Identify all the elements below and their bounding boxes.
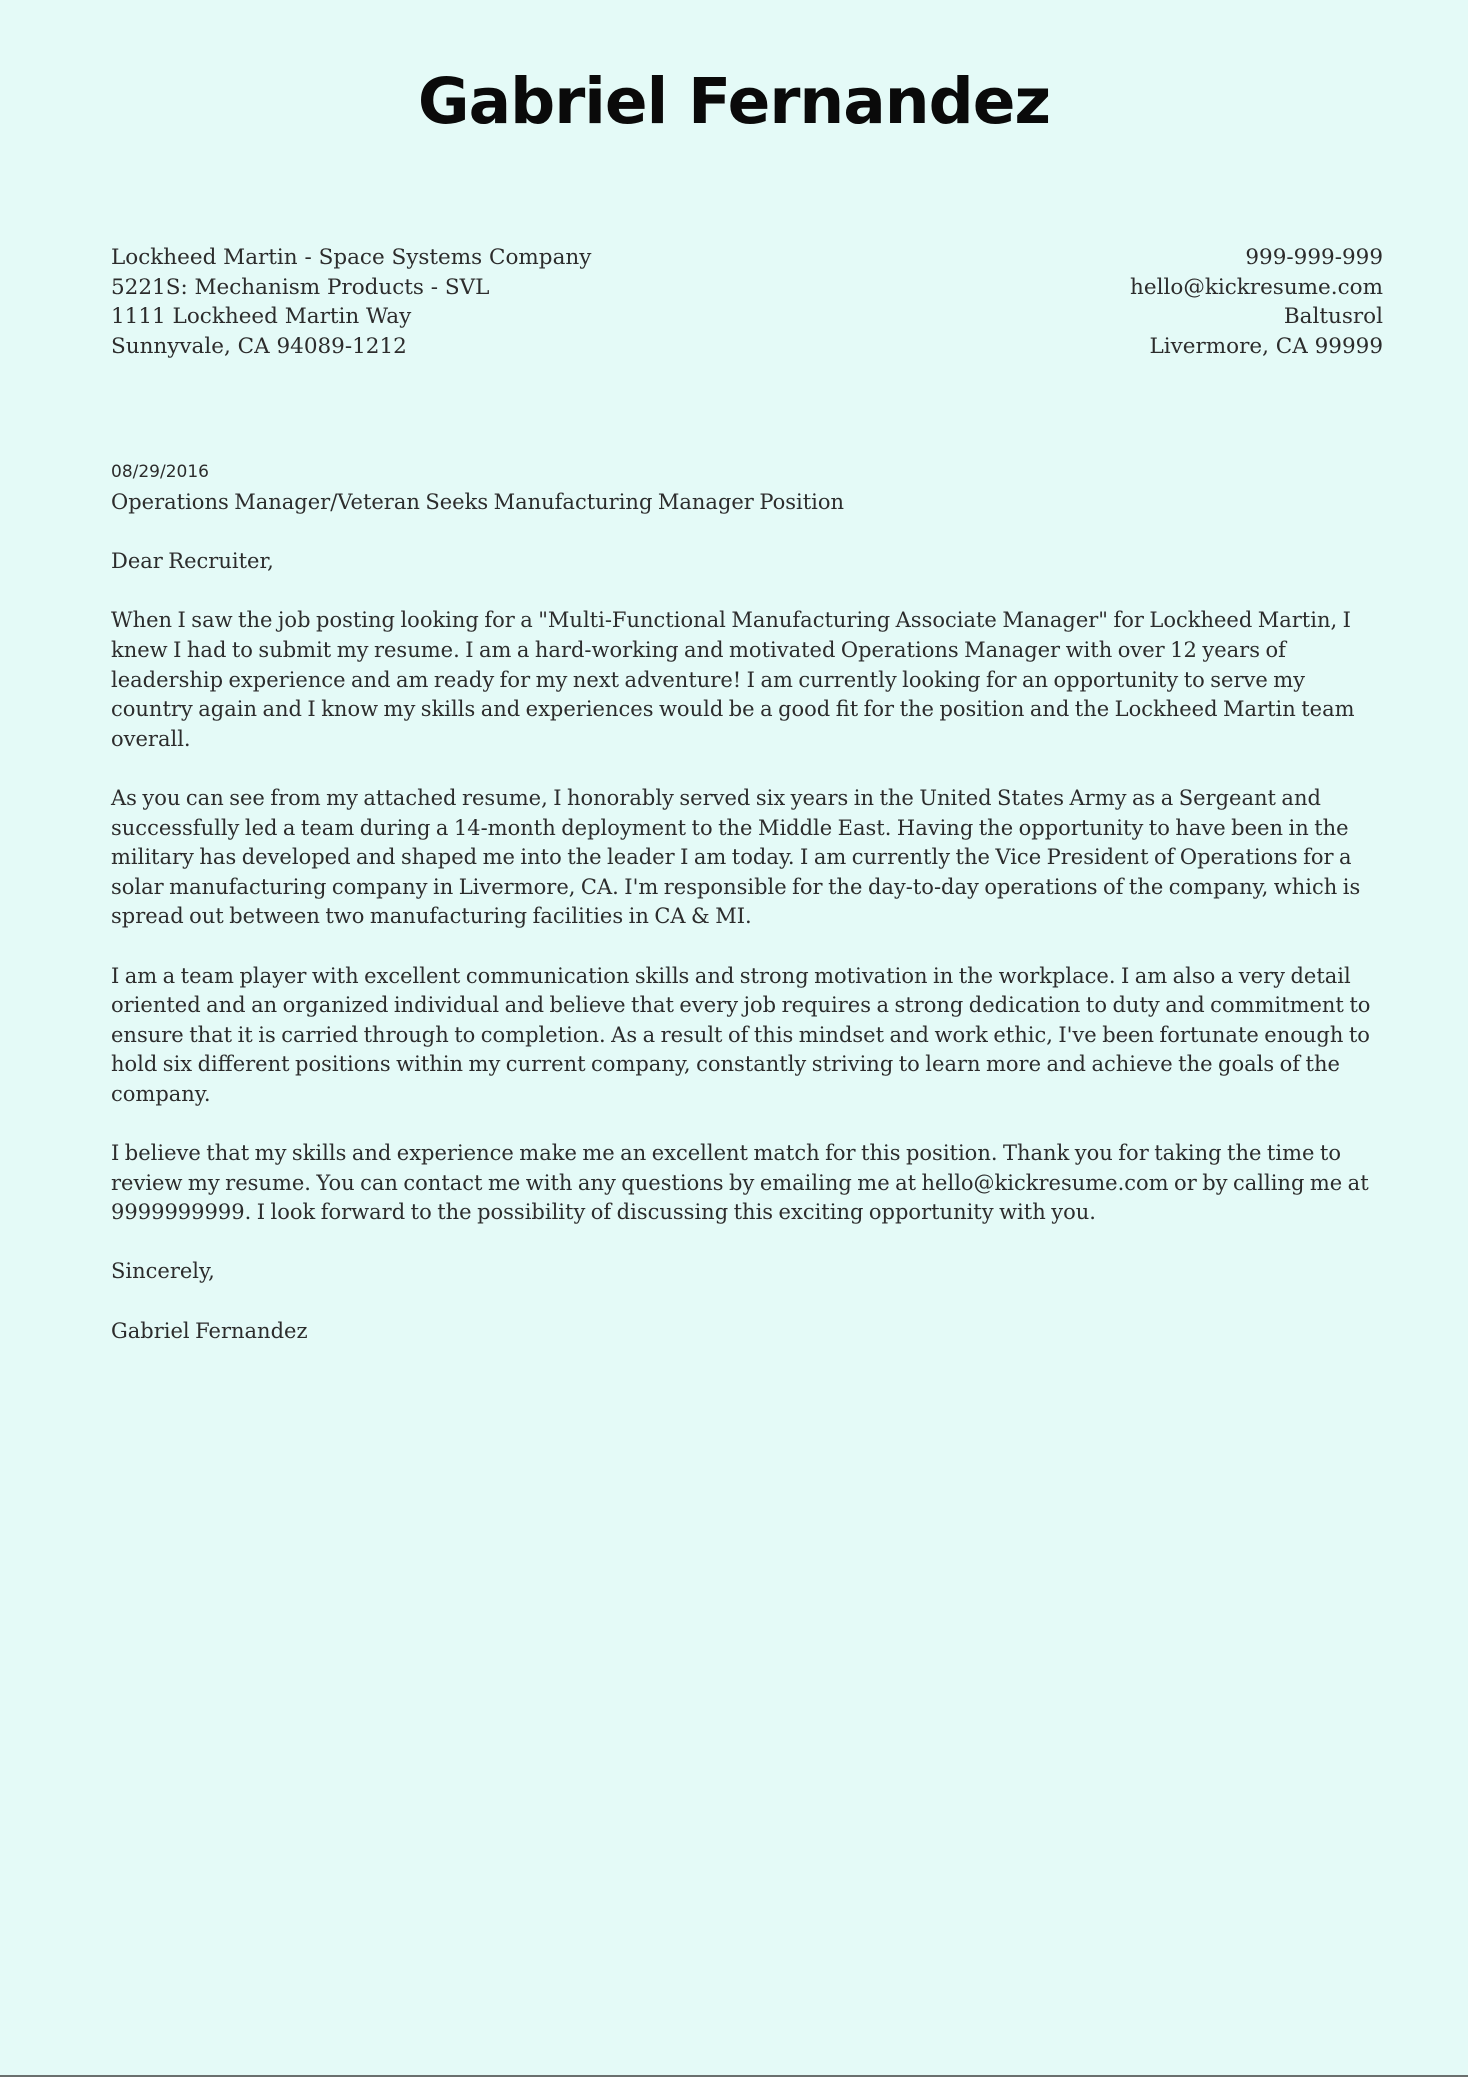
- sender-email: hello@kickresume.com: [1130, 274, 1383, 300]
- letter-paragraph-4: I believe that my skills and experience make me an excellent match for this position. Thank you for taking the time to review my resume. You can contact me with any questions by emailing me at hello@kickresume.com or by calling me at 9999999999. I look forward to the possibility of discussing this exciting opportunity with you.: [111, 1141, 1369, 1225]
- letter-signature: Gabriel Fernandez: [111, 1318, 308, 1343]
- letter-salutation: Dear Recruiter,: [111, 549, 274, 574]
- recipient-address-block: [111, 243, 751, 361]
- sender-address-line2: Livermore, CA 99999: [1149, 333, 1383, 359]
- letter-date: 08/29/2016: [111, 462, 209, 482]
- recipient-company: Lockheed Martin - Space Systems Company: [111, 245, 592, 270]
- letter-subject: Operations Manager/Veteran Seeks Manufacturing Manager Position: [111, 490, 845, 514]
- recipient-street: 1111 Lockheed Martin Way: [111, 304, 412, 329]
- letter-paragraph-3: I am a team player with excellent communication skills and strong motivation in the workplace. I am also a very detail oriented and an organized individual and believe that every job requires a strong dedication to duty and commitment to ensure that it is carried through to completion. As a result of this mindset and work ethic, I've been fortunate enough to hold six different positions within my current company, constantly striving to learn more and achieve the goals of the company.: [111, 963, 1371, 1106]
- letter-paragraph-2: As you can see from my attached resume, I honorably served six years in the United States Army as a Sergeant and successfully led a team during a 14-month deployment to the Middle East. Having the opportunity to have been in the military has developed and shaped me into the leader I am today. I am currently the Vice President of Operations for a solar manufacturing company in Livermore, CA. I'm responsible for the day-to-day operations of the company, which is spread out between two manufacturing facilities in CA & MI.: [111, 785, 1361, 929]
- recipient-department: 5221S: Mechanism Products - SVL: [111, 274, 490, 300]
- applicant-name-heading: Gabriel Fernandez: [417, 65, 1051, 138]
- sender-address-line1: Baltusrol: [1283, 304, 1383, 329]
- recipient-city: Sunnyvale, CA 94089-1212: [111, 333, 407, 359]
- letter-paragraph-1: When I saw the job posting looking for a "Multi-Functional Manufacturing Associate Manager" for Lockheed Martin, I knew I had to submit my resume. I am a hard-working and motivated Operations Manager with over 12 years of leadership experience and am ready for my next adventure! I am currently looking for an opportunity to serve my country again and I know my skills and experiences would be a good fit for the position and the Lockheed Martin team overall.: [111, 608, 1355, 751]
- sender-contact-block: [743, 243, 1383, 361]
- letter-body: [111, 488, 1386, 1376]
- letter-closing: Sincerely,: [111, 1259, 215, 1284]
- sender-phone: 999-999-999: [1245, 245, 1383, 270]
